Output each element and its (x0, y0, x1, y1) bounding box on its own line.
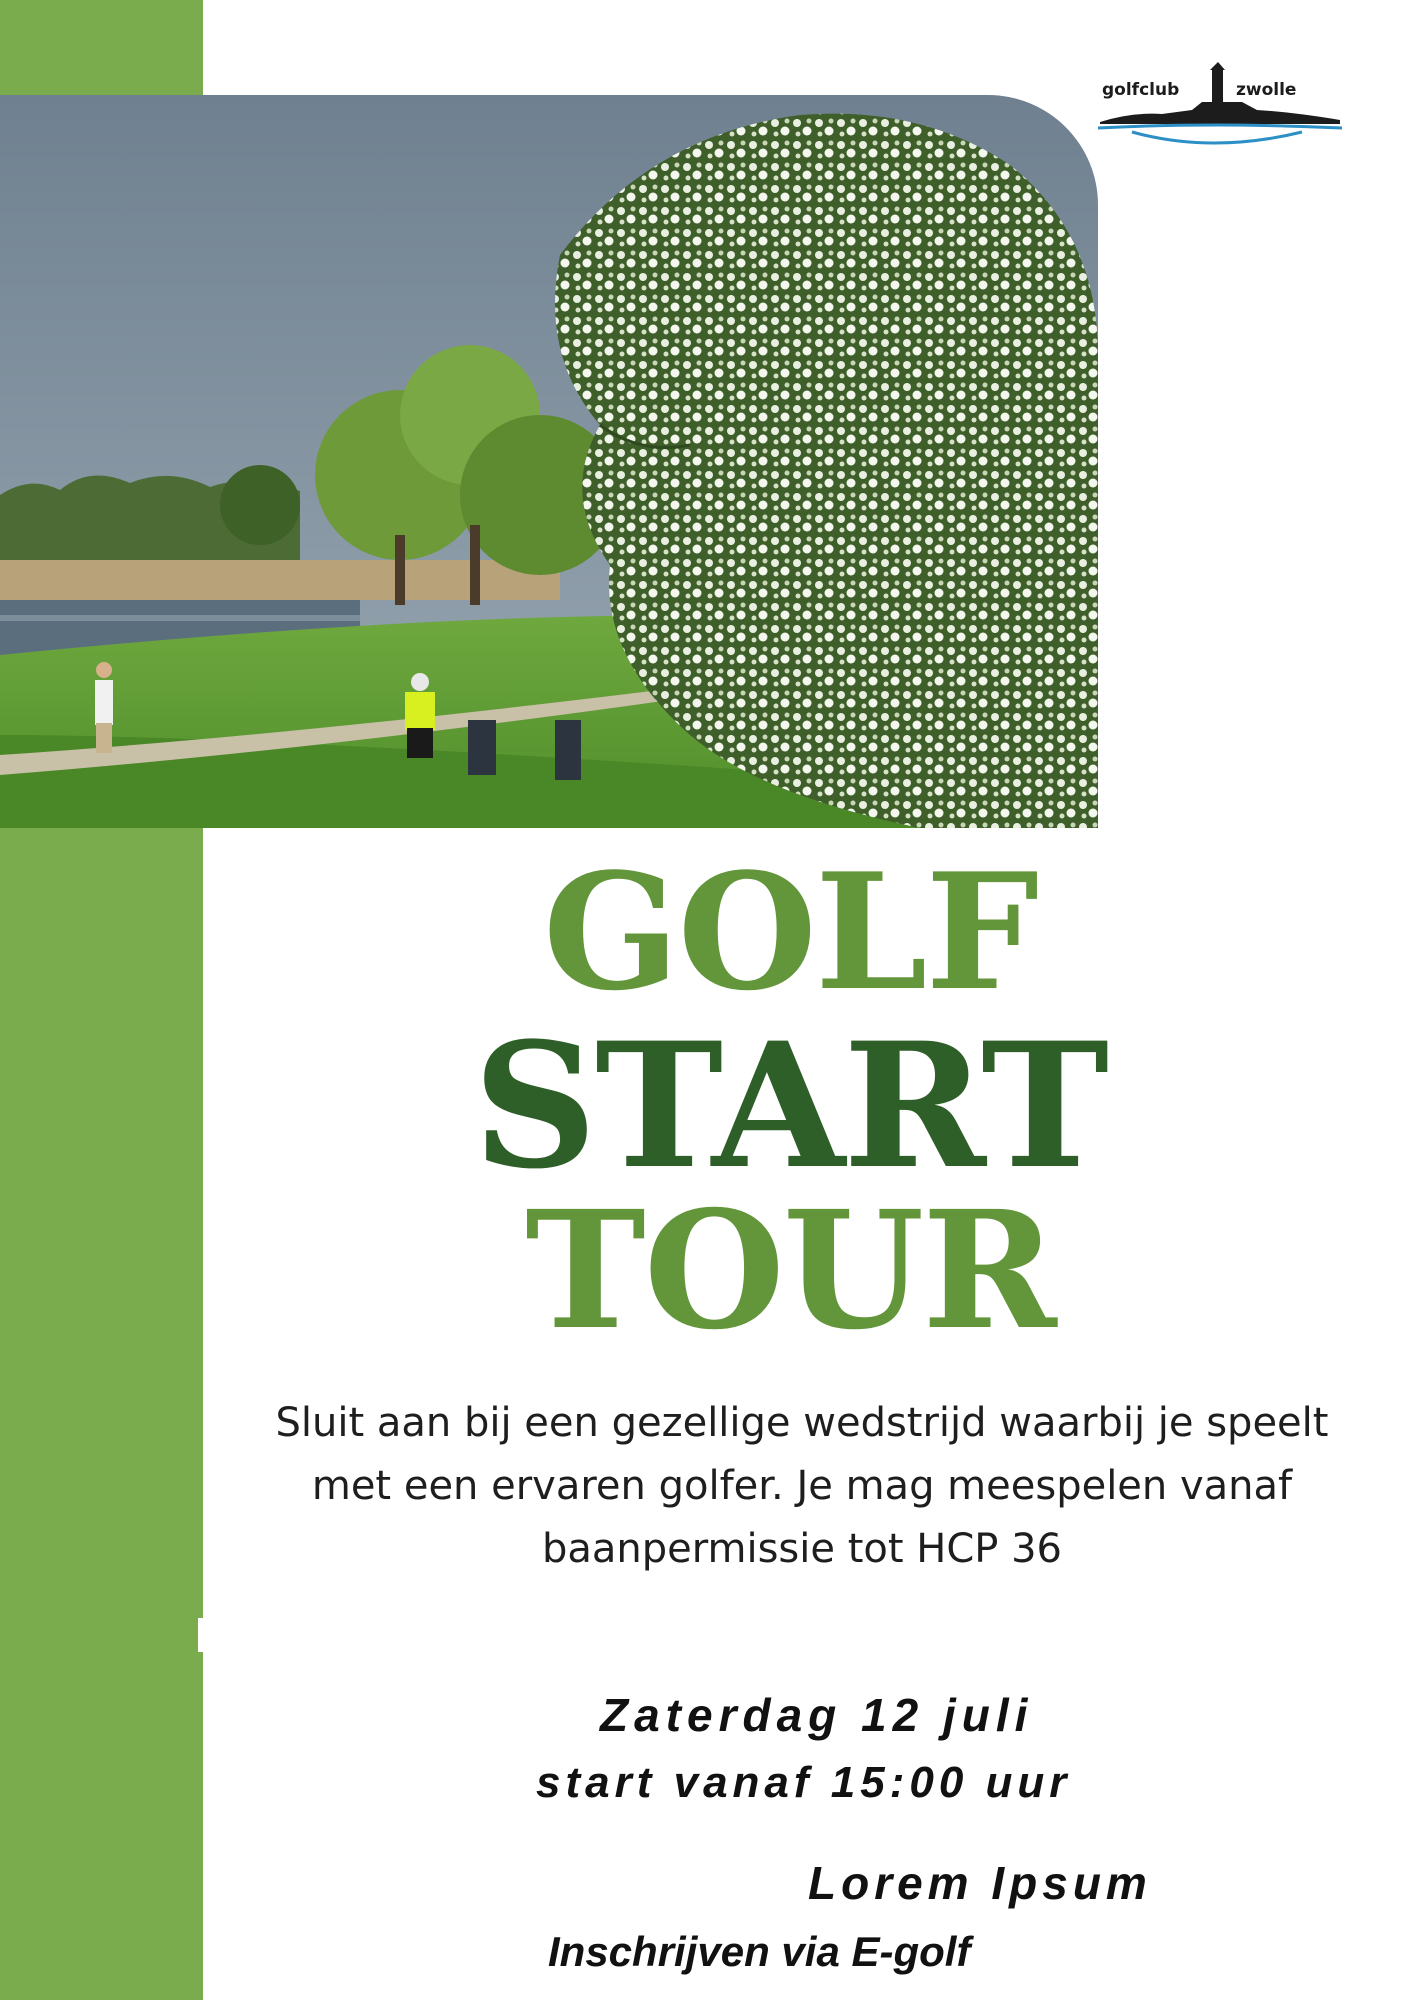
signup-instruction: Inschrijven via E-golf (548, 1928, 971, 1975)
title-line-start: START (472, 1004, 1108, 1207)
title-line-tour: TOUR (525, 1176, 1055, 1366)
side-bar-notch (198, 1618, 206, 1652)
logo-left-word: golfclub (1102, 80, 1180, 100)
golfclub-zwolle-logo (1092, 62, 1344, 154)
description-line: met een ervaren golfer. Je mag meespelen vanaf (311, 1463, 1293, 1509)
description-line: baanpermissie tot HCP 36 (542, 1526, 1062, 1572)
event-date: Zaterdag 12 juli (600, 1689, 1034, 1741)
golf-course-photo (0, 95, 1098, 828)
description-line: Sluit aan bij een gezellige wedstrijd waarbij je speelt (275, 1400, 1329, 1446)
title-line-golf: GOLF (542, 838, 1038, 1026)
placeholder-text: Lorem Ipsum (808, 1857, 1152, 1909)
event-start-time: start vanaf 15:00 uur (536, 1758, 1072, 1807)
logo-right-word: zwolle (1236, 80, 1297, 100)
event-description (262, 1392, 1342, 1581)
